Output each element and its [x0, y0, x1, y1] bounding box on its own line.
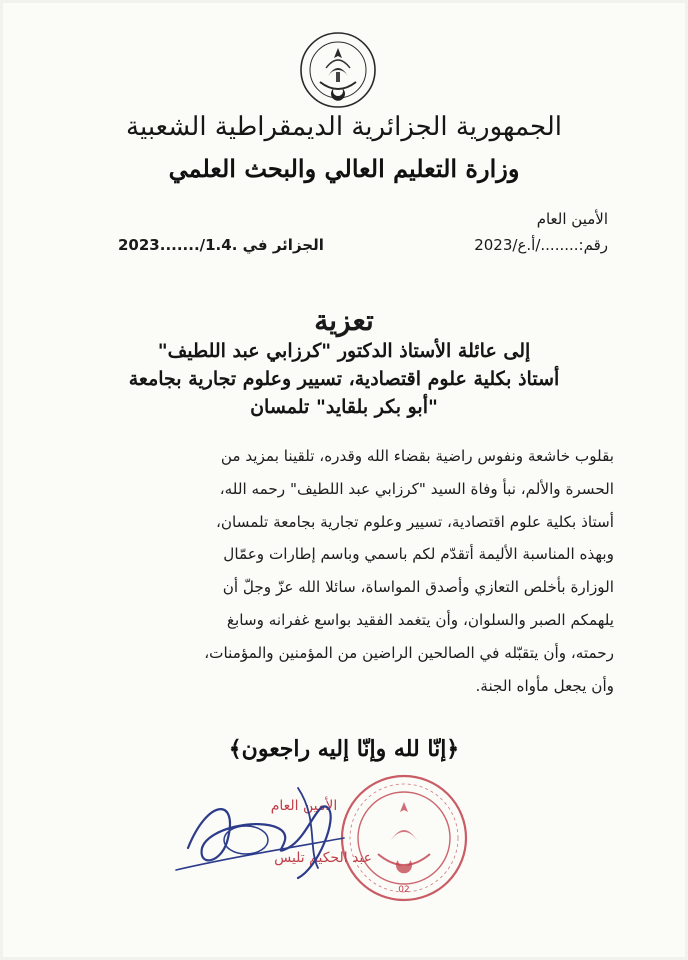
stamp-title: الأمين العام [270, 798, 338, 814]
algeria-emblem-icon [298, 30, 378, 110]
address-line-2: أستاذ بكلية علوم اقتصادية، تسيير وعلوم تجارية بجامعة [128, 368, 560, 390]
ministry-heading: وزارة التعليم العالي والبحث العلمي [168, 154, 520, 183]
seal-number: 02 [398, 885, 410, 895]
body-line: أستاذ بكلية علوم اقتصادية، تسيير وعلوم تجارية بجامعة تلمسان، [215, 512, 614, 531]
handwritten-signature-icon [168, 778, 348, 888]
place-date: الجزائر في .1.4/.......2023 [118, 236, 324, 254]
quranic-verse: ﴿إنّا لله وإنّا إليه راجعون﴾ [228, 736, 460, 762]
official-seal-icon [338, 772, 470, 904]
body-line: وبهذه المناسبة الأليمة أتقدّم لكم باسمي وباسم إطارات وعمّال [223, 545, 614, 564]
body-line: يلهمكم الصبر والسلوان، وأن يتغمد الفقيد بواسع غفرانه وسابغ [226, 610, 614, 629]
body-line: بقلوب خاشعة ونفوس راضية بقضاء الله وقدره، تلقينا بمزيد من [220, 447, 614, 465]
address-line-1: إلى عائلة الأستاذ الدكتور "كرزابي عبد اللطيف" [157, 340, 531, 362]
republic-heading: الجمهورية الجزائرية الديمقراطية الشعبية [126, 112, 562, 142]
body-line: رحمته، وأن يتقبّله في الصالحين الراضين من المؤمنين والمؤمنات، [204, 643, 614, 662]
address-line-3: "أبو بكر بلقايد" تلمسان [250, 396, 438, 418]
body-line: الوزارة بأخلص التعازي وأصدق المواساة، سائلا الله عزّ وجلّ أن [222, 578, 614, 597]
condolence-body [96, 440, 614, 702]
secretary-general-label: الأمين العام [536, 210, 608, 228]
document-title: تعزية [314, 304, 374, 337]
stamp-name: عبد الحكيم تليس [274, 850, 372, 866]
body-line: الحسرة والألم، نبأ وفاة السيد "كرزابي عبد اللطيف" رحمه الله، [219, 479, 614, 498]
body-line: وأن يجعل مأواه الجنة. [475, 676, 614, 695]
reference-number: رقم:......../أ.ع/2023 [474, 236, 608, 254]
